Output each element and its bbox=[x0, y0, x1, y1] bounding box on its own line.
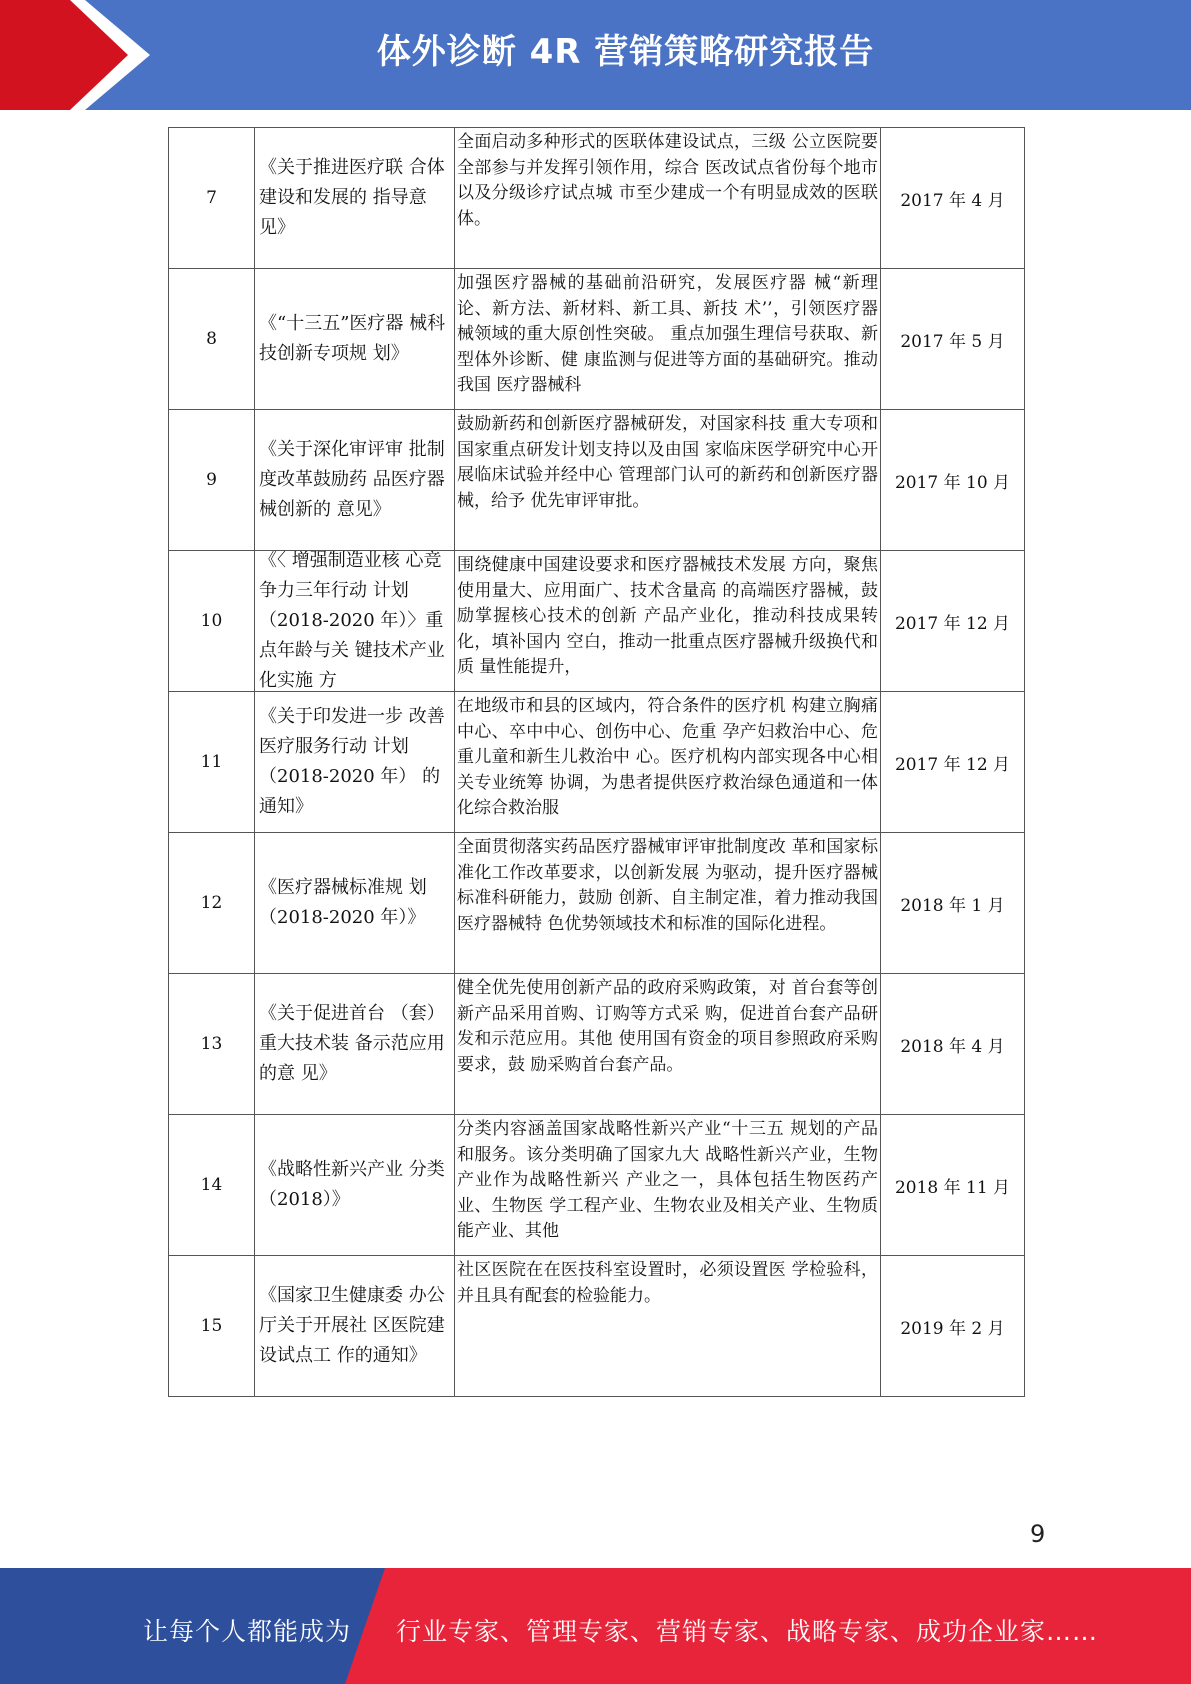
document-name: 《关于推进医疗联 合体建设和发展的 指导意见》 bbox=[259, 157, 445, 238]
document-name: 《〈 增强制造业核 心竞争力三年行动 计划 （2018-2020 年）〉重点年龄与关 键技术产业化实施 方 bbox=[259, 551, 445, 691]
policy-content: 社区医院在在医技科室设置时，必须设置医 学检验科，并且具有配套的检验能力。 bbox=[457, 1260, 878, 1306]
issue-date: 2017 年 5 月 bbox=[881, 269, 1025, 410]
policy-content-cell bbox=[455, 1256, 881, 1397]
policy-content-cell bbox=[455, 1115, 881, 1256]
issue-date: 2018 年 1 月 bbox=[881, 833, 1025, 974]
policy-content-cell bbox=[455, 551, 881, 692]
policy-content: 鼓励新药和创新医疗器械研发，对国家科技 重大专项和国家重点研发计划支持以及由国 家临床医学研究中心开展临床试验并经中心 管理部门认可的新药和创新医疗器械，给予 优先审评审批。 bbox=[457, 414, 878, 511]
report-title: 体外诊断 4R 营销策略研究报告 bbox=[376, 32, 875, 72]
issue-date: 2018 年 4 月 bbox=[881, 974, 1025, 1115]
table-row bbox=[169, 128, 1025, 269]
page-footer bbox=[0, 1568, 1191, 1684]
document-name: 《“十三五”医疗器 械科技创新专项规 划》 bbox=[259, 313, 446, 364]
table-row bbox=[169, 692, 1025, 833]
issue-date: 2019 年 2 月 bbox=[881, 1256, 1025, 1397]
policy-content: 全面启动多种形式的医联体建设试点，三级 公立医院要全部参与并发挥引领作用，综合 医改试点省份每个地市以及分级诊疗试点城 市至少建成一个有明显成效的医联体。 bbox=[457, 132, 878, 229]
document-name: 《关于印发进一步 改善医疗服务行动 计划（2018-2020 年） 的通知》 bbox=[259, 706, 445, 817]
issue-date: 2017 年 12 月 bbox=[881, 692, 1025, 833]
policy-content: 分类内容涵盖国家战略性新兴产业“十三五 规划的产品和服务。该分类明确了国家九大 战略性新兴产业，生物产业作为战略性新兴 产业之一，具体包括生物医药产业、生物医 学工程产业、生物农业及相关产业、生物质 能产业、其他 bbox=[457, 1119, 878, 1241]
page-header bbox=[0, 0, 1191, 110]
document-name: 《关于深化审评审 批制度改革鼓励药 品医疗器械创新的 意见》 bbox=[259, 439, 445, 520]
row-number: 8 bbox=[169, 269, 255, 410]
issue-date: 2018 年 11 月 bbox=[881, 1115, 1025, 1256]
document-name-cell bbox=[255, 269, 455, 410]
document-name-cell bbox=[255, 410, 455, 551]
footer-slogan-left: 让每个人都能成为 bbox=[143, 1617, 352, 1646]
policy-content: 全面贯彻落实药品医疗器械审评审批制度改 革和国家标准化工作改革要求，以创新发展 为驱动，提升医疗器械标准科研能力，鼓励 创新、自主制定准，着力推动我国医疗器械特 色优势领域技术和标准的国际化进程。 bbox=[457, 837, 878, 934]
document-name-cell bbox=[255, 128, 455, 269]
issue-date: 2017 年 12 月 bbox=[881, 551, 1025, 692]
issue-date: 2017 年 4 月 bbox=[881, 128, 1025, 269]
policy-content-cell bbox=[455, 269, 881, 410]
footer-slogan-right: 行业专家、管理专家、营销专家、战略专家、成功企业家…… bbox=[396, 1617, 1099, 1646]
document-name-cell bbox=[255, 833, 455, 974]
policy-content: 健全优先使用创新产品的政府采购政策，对 首台套等创新产品采用首购、订购等方式采 购，促进首台套产品研发和示范应用。其他 使用国有资金的项目参照政府采购要求，鼓 励采购首台套产品。 bbox=[457, 978, 878, 1075]
row-number: 10 bbox=[169, 551, 255, 692]
table-row bbox=[169, 1256, 1025, 1397]
policy-content-cell bbox=[455, 128, 881, 269]
table-row bbox=[169, 1115, 1025, 1256]
policy-content: 加强医疗器械的基础前沿研究，发展医疗器 械“新理论、新方法、新材料、新工具、新技 术’’，引领医疗器械领域的重大原创性突破。 重点加强生理信号获取、新型体外诊断、健 康监测与促进等方面的基础研究。推动我国 医疗器械科 bbox=[457, 273, 878, 395]
document-name: 《国家卫生健康委 办公厅关于开展社 区医院建设试点工 作的通知》 bbox=[259, 1285, 445, 1366]
table-row bbox=[169, 551, 1025, 692]
row-number: 13 bbox=[169, 974, 255, 1115]
row-number: 7 bbox=[169, 128, 255, 269]
policy-content: 围绕健康中国建设要求和医疗器械技术发展 方向，聚焦使用量大、应用面广、技术含量高 的高端医疗器械，鼓励掌握核心技术的创新 产品产业化，推动科技成果转化，填补国内 空白，推动一批重点医疗器械升级换代和质 量性能提升， bbox=[457, 555, 878, 677]
row-number: 11 bbox=[169, 692, 255, 833]
document-name-cell bbox=[255, 1256, 455, 1397]
row-number: 14 bbox=[169, 1115, 255, 1256]
document-name: 《医疗器械标准规 划（2018-2020 年）》 bbox=[259, 877, 427, 928]
policy-content-cell bbox=[455, 410, 881, 551]
table-row bbox=[169, 833, 1025, 974]
document-name-cell bbox=[255, 551, 455, 692]
policy-content-cell bbox=[455, 974, 881, 1115]
document-name-cell bbox=[255, 1115, 455, 1256]
issue-date: 2017 年 10 月 bbox=[881, 410, 1025, 551]
policy-content-cell bbox=[455, 833, 881, 974]
row-number: 15 bbox=[169, 1256, 255, 1397]
row-number: 9 bbox=[169, 410, 255, 551]
policy-content-cell bbox=[455, 692, 881, 833]
document-name: 《关于促进首台 （套）重大技术装 备示范应用的意 见》 bbox=[259, 1003, 445, 1084]
table-row bbox=[169, 269, 1025, 410]
row-number: 12 bbox=[169, 833, 255, 974]
document-name: 《战略性新兴产业 分类（2018）》 bbox=[259, 1159, 445, 1210]
table-row bbox=[169, 410, 1025, 551]
table-row bbox=[169, 974, 1025, 1115]
page-number: 9 bbox=[1030, 1520, 1046, 1548]
policy-table bbox=[168, 127, 1025, 1397]
document-name-cell bbox=[255, 974, 455, 1115]
policy-content: 在地级市和县的区域内，符合条件的医疗机 构建立胸痛中心、卒中中心、创伤中心、危重 孕产妇救治中心、危重儿童和新生儿救治中 心。医疗机构内部实现各中心相关专业统筹 协调，为患者提供医疗救治绿色通道和一体 化综合救治服 bbox=[457, 696, 878, 818]
document-name-cell bbox=[255, 692, 455, 833]
